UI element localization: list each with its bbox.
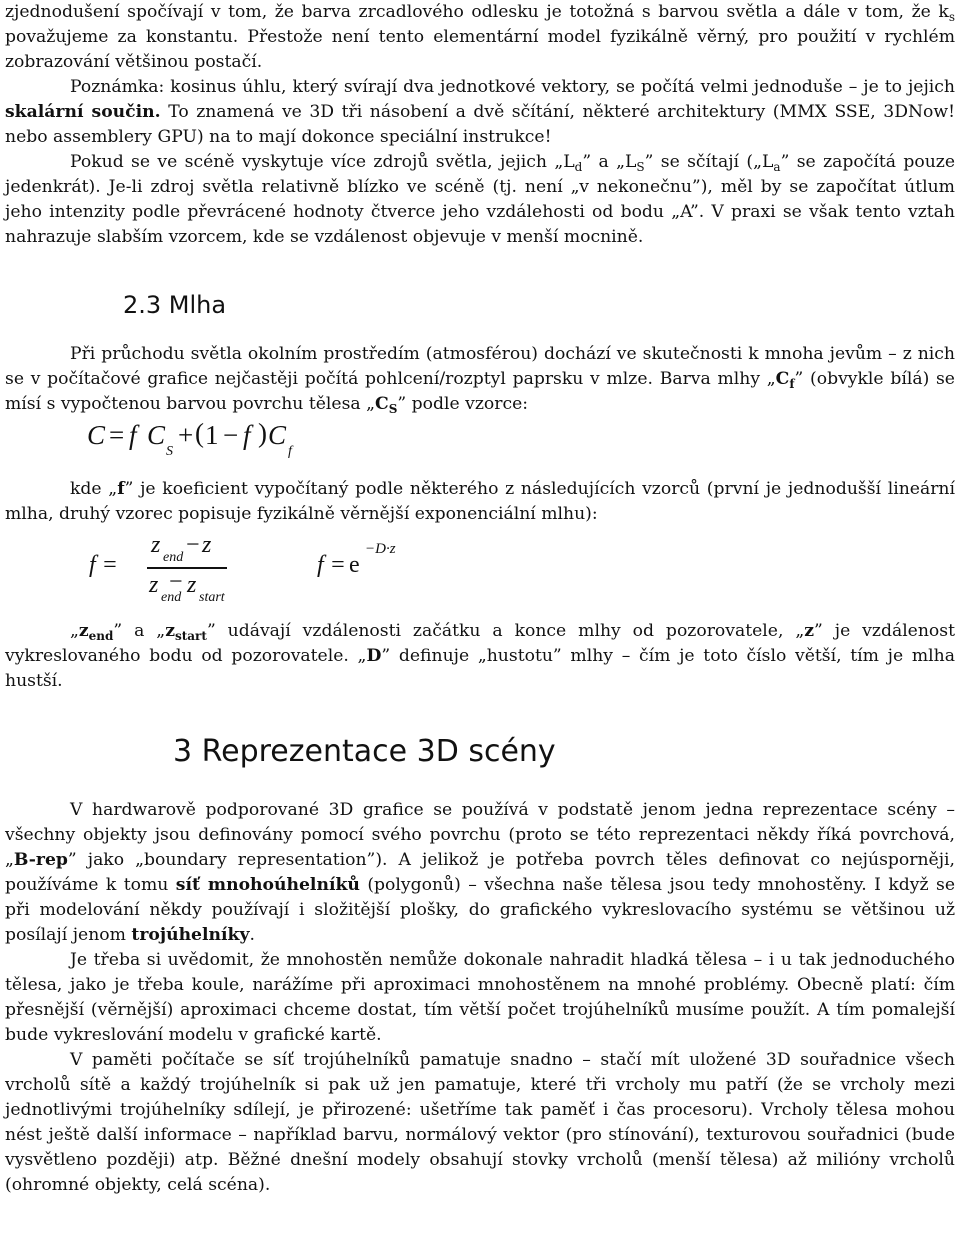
exp-lhs: f = [317, 552, 346, 578]
rep-text-3: (polygonů) – všechna naše tělesa jsou tedy mnohostěny. I když se při modelování někdy používají i složitější plošky, do grafického vykreslovacího systému se většinou už posílají jenom [5, 875, 956, 945]
fog-text-2: ” (obvykle bílá) se mísí s vypočtenou barvou povrchu tělesa „ [5, 369, 955, 414]
zstart-symbol: z [165, 621, 175, 641]
intro-line-3: použití v rychlém zobrazování většinou postačí. [5, 27, 955, 72]
section-heading-3d: 3 Reprezentace 3D scény [173, 734, 556, 769]
z-symbol: z [804, 621, 815, 641]
d-symbol: D [366, 646, 382, 666]
formula-c: C [87, 420, 106, 450]
triangles-term: trojúhelníky [131, 925, 250, 945]
paragraph-coefficient [5, 477, 955, 527]
fog-text-1: Při průchodu světla okolním prostředím (atmosférou) dochází ve skutečnosti k mnoha jevům – z nich se v počítačové grafice nejčastěji počítá pohlcení/rozptyl paprsku v mlze. Barva mlhy „ [5, 344, 955, 389]
zstart-subscript: start [174, 629, 207, 643]
formula-cs: C [147, 420, 166, 450]
paragraph-3d-representation [5, 798, 955, 948]
linear-fraction-line [147, 567, 227, 569]
vars-text-3: ” udávají vzdálenosti začátku a konce mlhy od pozorovatele, „ [206, 621, 805, 641]
paragraph-note [5, 75, 955, 150]
la-subscript: a [773, 160, 781, 174]
formula-minus: − [223, 420, 239, 450]
intro-line-1: zjednodušení spočívají v tom, že barva zrcadlového odlesku je totožná s barvou světla a dále v tom, [5, 2, 905, 22]
linear-num-z: z [151, 532, 161, 558]
linear-den-z2: z [187, 572, 197, 598]
lights-text-3: ” se sčítají („L [644, 152, 774, 172]
fog-formulas [5, 527, 955, 615]
vars-text-5: ” definuje „hustotu” mlhy – čím je toto číslo větší, tím je mlha hustší. [5, 646, 955, 691]
paragraph-fog-vars [5, 619, 955, 694]
cf-subscript: f [789, 377, 795, 391]
cs-symbol: C [375, 394, 389, 414]
linear-den-end: end [161, 590, 182, 605]
cf-symbol: C [775, 369, 790, 389]
linear-num-end: end [163, 550, 184, 565]
formula-cs-subscript: S [166, 444, 173, 459]
polygon-mesh-term: síť mnohoúhelníků [175, 875, 360, 895]
lights-text-1: Pokud se ve scéně vyskytuje více zdrojů světla, jejich „L [70, 152, 575, 172]
paragraph-fog-intro [5, 342, 955, 417]
linear-den-z: z [149, 572, 159, 598]
note-text-after: To znamená ve 3D tři násobení a dvě sčítání, některé architektury (MMX SSE, 3DNow! nebo assemblery GPU) na to mají dokonce speciální instrukce! [5, 102, 955, 147]
paragraph-memory: V paměti počítače se síť trojúhelníků pamatuje snadno – stačí mít uložené 3D souřadnice všech vrcholů sítě a každý trojúhelník si pak už jen pamatuje, které tři vrcholy mu patří (že se vrcholy mezi jednotlivými trojúhelníky sdílejí, je přirozené: ušetříme tak paměť i čas procesoru). Vrcholy tělesa mohou nést ještě další informace – například barvu, normálový vektor (pro stínování), texturovou souřadnici (bude vysvětleno později) atp. Běžné dnešní modely obsahují stovky vrcholů (menší tělesa) až milióny vrcholů (ohromné objekty, celá scéna). [5, 1050, 955, 1195]
lights-text-2: ” a „L [582, 152, 637, 172]
ld-subscript: d [574, 160, 583, 174]
formula-one: 1 [205, 420, 219, 450]
fog-text-3: ” podle vzorce: [397, 394, 529, 414]
ls-subscript: S [636, 160, 645, 174]
linear-den-minus: − [169, 569, 183, 595]
formula-plus: + [178, 420, 194, 450]
section-heading-fog: 2.3 Mlha [123, 291, 227, 319]
rep-text-1: V hardwarově podporované 3D grafice se používá v podstatě jenom jedna reprezentace scény – všechny objekty jsou definovány pomocí svého povrchu (proto se této reprezentaci někdy říká povrchová, „ [5, 800, 955, 870]
brep-term: B-rep [13, 850, 68, 870]
exp-base: e [349, 552, 360, 578]
note-text-before: Poznámka: kosinus úhlu, který svírají dva jednotkové vektory, se počítá velmi jednoduše – je to jejich [70, 77, 955, 97]
coef-f-symbol: f [117, 479, 125, 499]
vars-text-4: ” je vzdálenost vykreslovaného bodu od pozorovatele. „ [5, 621, 956, 666]
intro-line-2a: že k [911, 2, 949, 22]
fog-color-formula [5, 417, 955, 463]
vars-text-2: ” a „ [113, 621, 166, 641]
rep-text-4: . [249, 925, 255, 945]
formula-cf-subscript: f [288, 444, 292, 459]
coef-text-1: kde „ [70, 479, 118, 499]
formula-cf: C [268, 420, 287, 450]
formula-paren-open: ( [195, 418, 204, 448]
zend-symbol: z [78, 621, 89, 641]
zend-subscript: end [88, 629, 114, 643]
rep-text-2: ” jako „boundary representation”). A jelikož je potřeba povrch těles definovat co nejúsporněji, používáme k tomu [5, 850, 955, 895]
linear-num-z2: z [202, 532, 212, 558]
paragraph-lights [5, 150, 955, 250]
coef-text-2: ” je koeficient vypočítaný podle některého z následujících vzorců (první je jednodušší lineární mlha, druhý vzorec popisuje fyzikálně věrnější exponenciální mlhu): [5, 479, 955, 524]
paragraph-intro [5, 0, 955, 75]
exp-exponent: −D·z [365, 541, 396, 557]
formula-f: f [129, 420, 137, 450]
formula-f-2: f [243, 420, 251, 450]
paragraph-approximation: Je třeba si uvědomit, že mnohostěn nemůže dokonale nahradit hladká tělesa – i u tak jednoduchého tělesa, jako je třeba koule, narážíme při aproximaci mnohostěnem na mnohé problémy. Obecně platí: čím přesnější (věrnější) aproximaci chceme dostat, tím větší počet trojúhelníků musíme použít. A tím pomalejší bude vykreslování modelu v grafické kartě. [5, 950, 955, 1045]
formula-equals: = [109, 420, 125, 450]
ks-subscript: s [948, 10, 956, 24]
dot-product-term: skalární součin. [5, 102, 161, 122]
lights-text-4: ” se započítá pouze jedenkrát). Je-li zdroj světla relativně blízko ve scéně (tj. není „v nekonečnu”), měl by se započítat útlum jeho intenzity podle převrácené hodnoty čtverce jeho vzdálehosti od bodu „A”. V praxi se však tento vztah nahrazuje slabším vzorcem, kde se vzdálenost objevuje v menší mocnině. [5, 152, 955, 247]
linear-den-start: start [199, 590, 225, 605]
formula-paren-close: ) [258, 418, 267, 448]
linear-num-minus: − [186, 532, 200, 558]
cs-subscript: S [388, 402, 398, 416]
vars-text-1: „ [70, 621, 79, 641]
intro-line-2b: považujeme za konstantu. Přestože není tento elementární model fyzikálně věrný, pro [5, 27, 788, 47]
linear-lhs: f = [89, 552, 118, 578]
